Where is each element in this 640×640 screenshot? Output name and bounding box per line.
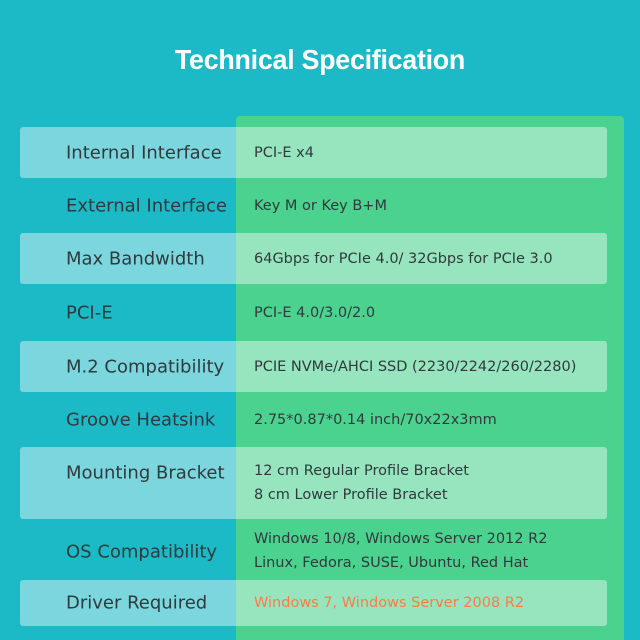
spec-value-list — [254, 463, 469, 503]
spec-row-os-compatibility — [20, 521, 607, 578]
spec-row-m2-compatibility — [20, 341, 607, 392]
spec-label: Groove Heatsink — [66, 409, 216, 430]
spec-value: Windows 10/8, Windows Server 2012 R2 — [254, 531, 548, 547]
spec-value-highlight: Windows 7, Windows Server 2008 R2 — [254, 595, 525, 611]
spec-value: PCIE NVMe/AHCI SSD (2230/2242/260/2280) — [254, 358, 577, 375]
spec-row-mounting-bracket — [20, 447, 607, 519]
spec-row-internal-interface — [20, 127, 607, 178]
spec-row-max-bandwidth — [20, 233, 607, 284]
spec-value: 64Gbps for PCIe 4.0/ 32Gbps for PCIe 3.0 — [254, 250, 553, 267]
spec-value: Key M or Key B+M — [254, 197, 387, 214]
spec-value: 2.75*0.87*0.14 inch/70x22x3mm — [254, 411, 497, 428]
spec-value: PCI-E x4 — [254, 144, 314, 161]
spec-title: Technical Specification — [174, 44, 466, 75]
spec-label: External Interface — [66, 195, 227, 216]
spec-label: PCI-E — [66, 302, 113, 324]
spec-label: Mounting Bracket — [66, 462, 225, 484]
spec-row-groove-heatsink — [20, 394, 607, 445]
spec-value: Linux, Fedora, SUSE, Ubuntu, Red Hat — [254, 555, 529, 571]
spec-row-external-interface — [20, 180, 607, 231]
spec-label: Driver Required — [66, 592, 208, 614]
spec-label: OS Compatibility — [66, 541, 218, 563]
spec-value: PCI-E 4.0/3.0/2.0 — [254, 305, 376, 321]
spec-value: 8 cm Lower Profile Bracket — [254, 487, 448, 503]
spec-label: Internal Interface — [66, 142, 222, 163]
spec-label: Max Bandwidth — [66, 248, 205, 269]
spec-label: M.2 Compatibility — [66, 356, 225, 377]
spec-value-list — [254, 531, 547, 571]
spec-value: 12 cm Regular Profile Bracket — [254, 463, 469, 479]
spec-row-driver-required — [20, 580, 607, 626]
spec-row-pci-e — [20, 287, 607, 339]
